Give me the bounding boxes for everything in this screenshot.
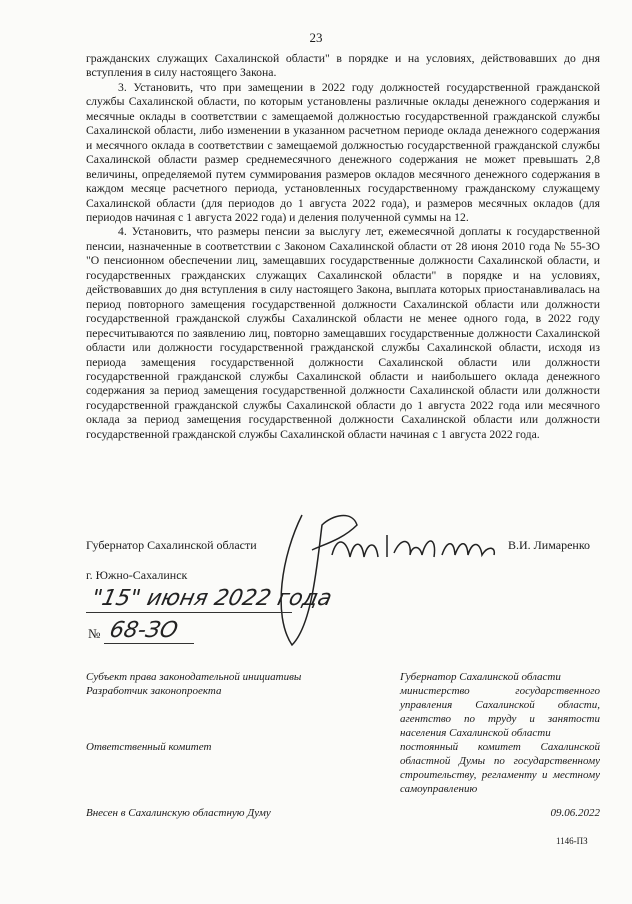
submitted-date: 09.06.2022 <box>550 807 600 819</box>
submitted-label: Внесен в Сахалинскую областную Думу <box>86 807 271 819</box>
paragraph-4: 4. Установить, что размеры пенсии за выслугу лет, ежемесячной доплаты к государственной пенсии, назначенные в соответствии с Законом Сахалинской области от 28 июня 2010 года № 55-ЗО "О пенсионном обеспечении лиц, замещавших государственные должности Сахалинской области, и государственных гражданских служащих Сахалинской области" в порядке и на условиях, действовавших до дня вступления в силу настоящего Закона, выплата которых приостанавливалась на период повторного замещения государственной должности Сахалинской области или должности государственной гражданской службы Сахалинской области не менее одного года, в 2022 году пересчитываются по заявлению лиц, повторно замещавших государственные должности Сахалинской области или должности государственной гражданской службы Сахалинской области, исходя из периода замещения государственной должности Сахалинской области или должности государственной гражданской службы Сахалинской области и наибольшего оклада денежного содержания за период замещения государственной должности Сахалинской области или должности государственной гражданской службы Сахалинской области до 1 августа 2022 года или месячного оклада за период замещения государственной должности Сахалинской области или должности государственной гражданской службы Сахалинской области начиная с 1 августа 2022 года. <box>86 225 600 441</box>
number-prefix: № <box>88 626 101 641</box>
initiative-subject-label: Субъект права законодательной инициативы <box>86 671 302 683</box>
committee-label: Ответственный комитет <box>86 741 212 753</box>
date-underline <box>86 612 292 613</box>
signatory-name: В.И. Лимаренко <box>508 538 591 552</box>
number-underline <box>104 643 194 644</box>
developer-label: Разработчик законопроекта <box>86 685 222 697</box>
initiative-subject-value: Губернатор Сахалинской области <box>400 671 561 683</box>
document-code: 1146-ПЗ <box>556 836 588 846</box>
document-body <box>86 52 600 442</box>
handwritten-number: 68-ЗО <box>107 618 181 643</box>
paragraph-3: 3. Установить, что при замещении в 2022 году должностей государственной гражданской службы Сахалинской области, по которым установлены различные оклады денежного содержания и месячные оклады в соответствии с замещаемой должностью государственной гражданской службы Сахалинской области, либо изменении в указанном расчетном периоде оклада денежного содержания и месячного оклада в соответствии с замещаемой должностью государственной гражданской службы Сахалинской области размер среднемесячного денежного содержания не может превышать 2,8 величины, определяемой путем суммирования размеров окладов месячного денежного содержания в каждом месяце расчетного периода, установленных государственному гражданскому служащему Сахалинской области (для периодов до 1 августа 2022 года), и размеров месячных окладов (для периодов начиная с 1 августа 2022 года) и деления полученной суммы на 12. <box>86 80 600 224</box>
committee-value: постоянный комитет Сахалинской областной Думы по государственному строительству, регламенту и местному самоуправлению <box>400 741 600 795</box>
handwritten-date: "15" июня 2022 года <box>89 586 335 611</box>
handwritten-signature <box>262 495 512 655</box>
paragraph-continuation: гражданских служащих Сахалинской области" в порядке и на условиях, действовавших до дня вступления в силу настоящего Закона. <box>86 52 600 80</box>
page-number: 23 <box>309 30 323 45</box>
city: г. Южно-Сахалинск <box>86 568 188 582</box>
developer-value: министерство государственного управления Сахалинской области, агентство по труду и занятости населения Сахалинской области <box>400 685 600 739</box>
signatory-position: Губернатор Сахалинской области <box>86 538 257 552</box>
